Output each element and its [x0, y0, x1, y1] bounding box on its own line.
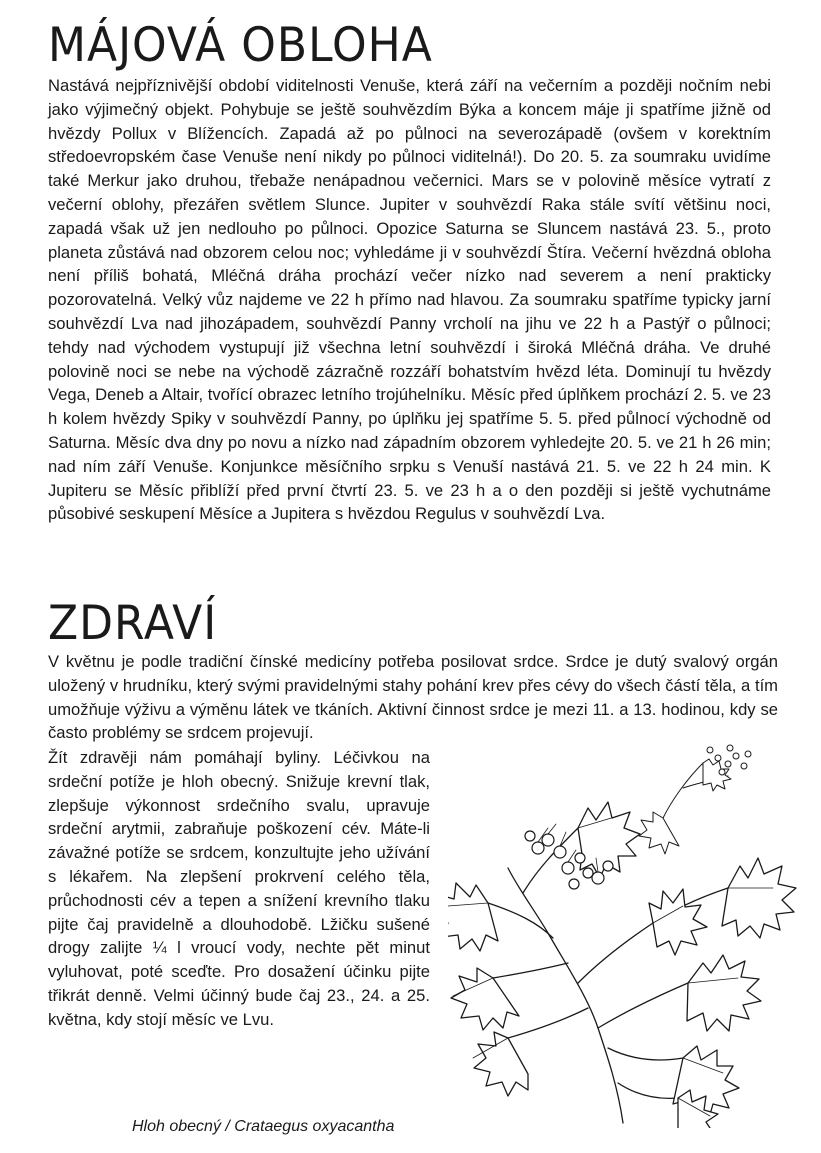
section-title-zdravi: ZDRAVÍ [48, 595, 218, 651]
illustration-caption: Hloh obecný / Crataegus oxyacantha [132, 1118, 395, 1135]
zdravi-intro-paragraph: V květnu je podle tradiční čínské medicíny potřeba posilovat srdce. Srdce je dutý svalový orgán uložený v hrudníku, který svými pravidelnými stahy pohání krev přes cévy do všech částí těla, a tím umožňuje výživu a výměnu látek ve tkáních. Aktivní činnost srdce je mezi 11. a 13. hodinou, kdy se často problémy se srdcem projevují. [48, 652, 778, 743]
hawthorn-branch-illustration [448, 728, 808, 1128]
majova-obloha-paragraph: Nastává nejpříznivější období viditelnosti Venuše, která září na večerním a později nočním nebi jako výjimečný objekt. Pohybuje se ještě souhvězdím Býka a koncem máje ji spatříme jižně od hvězdy Pollux v Blížencích. Zapadá až po půlnoci na severozápadě (ovšem v korektním středoevropském čase Venuše není nikdy po půlnoci viditelná!). Do 20. 5. za soumraku uvidíme také Merkur jako druhou, třebaže nenápadnou večernici. Mars se v polovině měsíce vytratí z večerní oblohy, přezářen světlem Slunce. Jupiter v souhvězdí Raka stále svítí většinu noci, zapadá však už jen nedlouho po půlnoci. Opozice Saturna se Sluncem nastává 23. 5., proto planeta zůstává nad obzorem celou noc; vyhledáme ji v souhvězdí Štíra. Večerní hvězdná obloha není příliš bohatá, Mléčná dráha prochází večer nízko nad severem a není prakticky pozorovatelná. Velký vůz najdeme ve 22 h přímo nad hlavou. Za soumraku spatříme typicky jarní souhvězdí Lva nad jihozápadem, souhvězdí Panny vrcholí na jihu ve 22 h a Pastýř o půlnoci; tehdy nad východem vystupují již všechna letní souhvězdí i široká Mléčná dráha. Ve druhé polovině noci se nebe na východě zázračně rozzáří bohatstvím hvězd léta. Dominují tu hvězdy Vega, Deneb a Altair, tvořící obrazec letního trojúhelníku. Měsíc před úplňkem prochází 2. 5. ve 23 h kolem hvězdy Spiky v souhvězdí Panny, po úplňku jej spatříme 5. 5. před půlnocí východně od Saturna. Měsíc dva dny po novu a nízko nad západním obzorem vyhledejte 20. 5. ve 21 h 26 min; nad ním září Venuše. Konjunkce měsíčního srpku s Venuší nastává 21. 5. ve 22 h 24 min. K Jupiteru se Měsíc přiblíží před první čtvrtí 23. 5. ve 23 h a o den později si ještě vychutnáme působivé seskupení Měsíce a Jupitera s hvězdou Regulus v souhvězdí Lva. [48, 76, 771, 524]
zdravi-herb-paragraph: Žít zdravěji nám pomáhají byliny. Léčivkou na srdeční potíže je hloh obecný. Snižuje krevní tlak, zlepšuje výkonnost srdečního svalu, upravuje srdeční arytmii, zabraňuje poškození cév. Máte-li závažné potíže se srdcem, konzultujte jeho užívání s lékařem. Na zlepšení prokrvení celého těla, průchodnosti cév a tepen a snížení krevního tlaku pijte čaj pravidelně a dlouhodobě. Lžičku sušené drogy zalijte ¼ l vroucí vody, nechte pět minut vyluhovat, poté sceďte. Pro dosažení účinku pijte třikrát denně. Velmi účinný bude čaj 23., 24. a 25. května, kdy stojí měsíc ve Lvu. [48, 748, 430, 1029]
section-title-majova-obloha: MÁJOVÁ OBLOHA [48, 17, 433, 73]
